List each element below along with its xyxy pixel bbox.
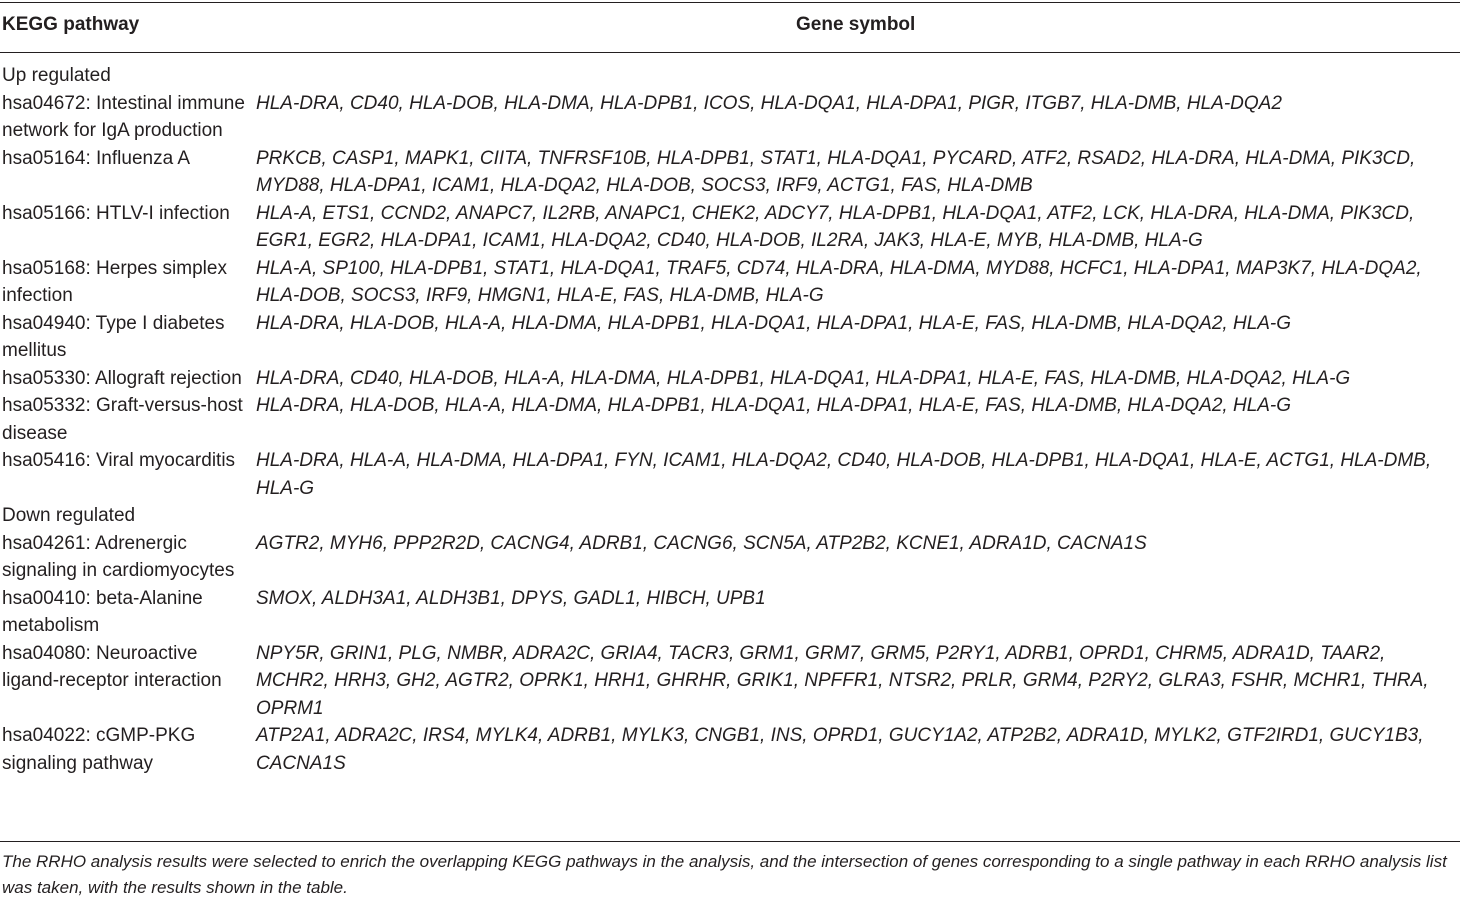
pathway-cell: hsa04940: Type I diabetes mellitus — [2, 312, 225, 361]
gene-symbol-cell: NPY5R, GRIN1, PLG, NMBR, ADRA2C, GRIA4, TACR3, GRM1, GRM7, GRM5, P2RY1, ADRB1, OPRD1, CHRM5, ADRA1D, TAAR2, MCHR2, HRH3, GH2, AGTR2, OPRK1, HRH1, GHRHR, GRIK1, NPFFR1, NTSR2, PRLR, GRM4, P2RY2, GLRA3, FSHR, MCHR1, THRA, OPRM1 — [256, 642, 1429, 719]
pathway-cell: hsa05168: Herpes simplex infection — [2, 257, 227, 306]
section-label: Up regulated — [2, 65, 111, 86]
table-top-rule — [0, 2, 1460, 3]
pathway-cell: hsa05166: HTLV-I infection — [2, 202, 230, 224]
gene-symbol-cell: HLA-DRA, HLA-DOB, HLA-A, HLA-DMA, HLA-DPB1, HLA-DQA1, HLA-DPA1, HLA-E, FAS, HLA-DMB, HLA-DQA2, HLA-G — [256, 312, 1292, 334]
pathway-cell: hsa04022: cGMP-PKG signaling pathway — [2, 725, 196, 774]
table-row — [0, 255, 1460, 310]
section-label: Down regulated — [2, 505, 136, 526]
table-bottom-rule — [0, 841, 1460, 842]
gene-symbol-cell: PRKCB, CASP1, MAPK1, CIITA, TNFRSF10B, HLA-DPB1, STAT1, HLA-DQA1, PYCARD, ATF2, RSAD2, HLA-DRA, HLA-DMA, PIK3CD, MYD88, HLA-DPA1, ICAM1, HLA-DQA2, HLA-DOB, SOCS3, IRF9, ACTG1, FAS, HLA-DMB — [256, 147, 1416, 196]
section-heading-row — [0, 62, 1460, 90]
pathway-cell: hsa04261: Adrenergic signaling in cardiomyocytes — [2, 532, 235, 581]
section-heading-row — [0, 502, 1460, 530]
gene-symbol-cell: HLA-DRA, CD40, HLA-DOB, HLA-DMA, HLA-DPB1, ICOS, HLA-DQA1, HLA-DPA1, PIGR, ITGB7, HLA-DMB, HLA-DQA2 — [256, 92, 1282, 114]
table-row — [0, 145, 1460, 200]
table-row — [0, 392, 1460, 447]
gene-symbol-cell: SMOX, ALDH3A1, ALDH3B1, DPYS, GADL1, HIBCH, UPB1 — [256, 587, 766, 609]
table-row — [0, 90, 1460, 145]
pathway-cell: hsa00410: beta-Alanine metabolism — [2, 587, 203, 636]
gene-symbol-cell: HLA-DRA, CD40, HLA-DOB, HLA-A, HLA-DMA, HLA-DPB1, HLA-DQA1, HLA-DPA1, HLA-E, FAS, HLA-DMB, HLA-DQA2, HLA-G — [256, 367, 1351, 389]
table-header — [0, 14, 1460, 42]
pathway-cell: hsa04672: Intestinal immune network for IgA production — [2, 92, 245, 141]
table-row — [0, 365, 1460, 393]
table-body — [0, 62, 1460, 777]
gene-symbol-cell: HLA-A, ETS1, CCND2, ANAPC7, IL2RB, ANAPC1, CHEK2, ADCY7, HLA-DPB1, HLA-DQA1, ATF2, LCK, HLA-DRA, HLA-DMA, PIK3CD, EGR1, EGR2, HLA-DPA1, ICAM1, HLA-DQA2, CD40, HLA-DOB, IL2RA, JAK3, HLA-E, MYB, HLA-DMB, HLA-G — [256, 202, 1415, 251]
pathway-cell: hsa05330: Allograft rejection — [2, 367, 242, 389]
table-row — [0, 585, 1460, 640]
pathway-cell: hsa05416: Viral myocarditis — [2, 450, 236, 471]
pathway-cell: hsa05164: Influenza A — [2, 147, 191, 169]
gene-symbol-cell: HLA-DRA, HLA-A, HLA-DMA, HLA-DPA1, FYN, ICAM1, HLA-DQA2, CD40, HLA-DOB, HLA-DPB1, HLA-DQA1, HLA-E, ACTG1, HLA-DMB, HLA-G — [256, 450, 1432, 499]
table-header-rule — [0, 52, 1460, 53]
gene-symbol-cell: ATP2A1, ADRA2C, IRS4, MYLK4, ADRB1, MYLK3, CNGB1, INS, OPRD1, GUCY1A2, ATP2B2, ADRA1D, MYLK2, GTF2IRD1, GUCY1B3, CACNA1S — [256, 725, 1424, 774]
pathway-cell: hsa05332: Graft-versus-host disease — [2, 395, 243, 444]
pathway-cell: hsa04080: Neuroactive ligand-receptor interaction — [2, 642, 222, 691]
table-footnote: The RRHO analysis results were selected to enrich the overlapping KEGG pathways in the analysis, and the intersection of genes corresponding to a single pathway in each RRHO analysis list was taken, with the results shown in the table. — [2, 852, 1447, 897]
header-gene-symbol: Gene symbol — [796, 14, 916, 35]
gene-symbol-cell: HLA-DRA, HLA-DOB, HLA-A, HLA-DMA, HLA-DPB1, HLA-DQA1, HLA-DPA1, HLA-E, FAS, HLA-DMB, HLA-DQA2, HLA-G — [256, 395, 1292, 416]
header-kegg-pathway: KEGG pathway — [2, 14, 140, 35]
table-row — [0, 530, 1460, 585]
table-row — [0, 640, 1460, 723]
gene-symbol-cell: HLA-A, SP100, HLA-DPB1, STAT1, HLA-DQA1, TRAF5, CD74, HLA-DRA, HLA-DMA, MYD88, HCFC1, HLA-DPA1, MAP3K7, HLA-DQA2, HLA-DOB, SOCS3, IRF9, HMGN1, HLA-E, FAS, HLA-DMB, HLA-G — [256, 257, 1422, 306]
table-row — [0, 310, 1460, 365]
table-row — [0, 722, 1460, 777]
gene-symbol-cell: AGTR2, MYH6, PPP2R2D, CACNG4, ADRB1, CACNG6, SCN5A, ATP2B2, KCNE1, ADRA1D, CACNA1S — [256, 532, 1147, 554]
table-row — [0, 447, 1460, 502]
table-row — [0, 200, 1460, 255]
